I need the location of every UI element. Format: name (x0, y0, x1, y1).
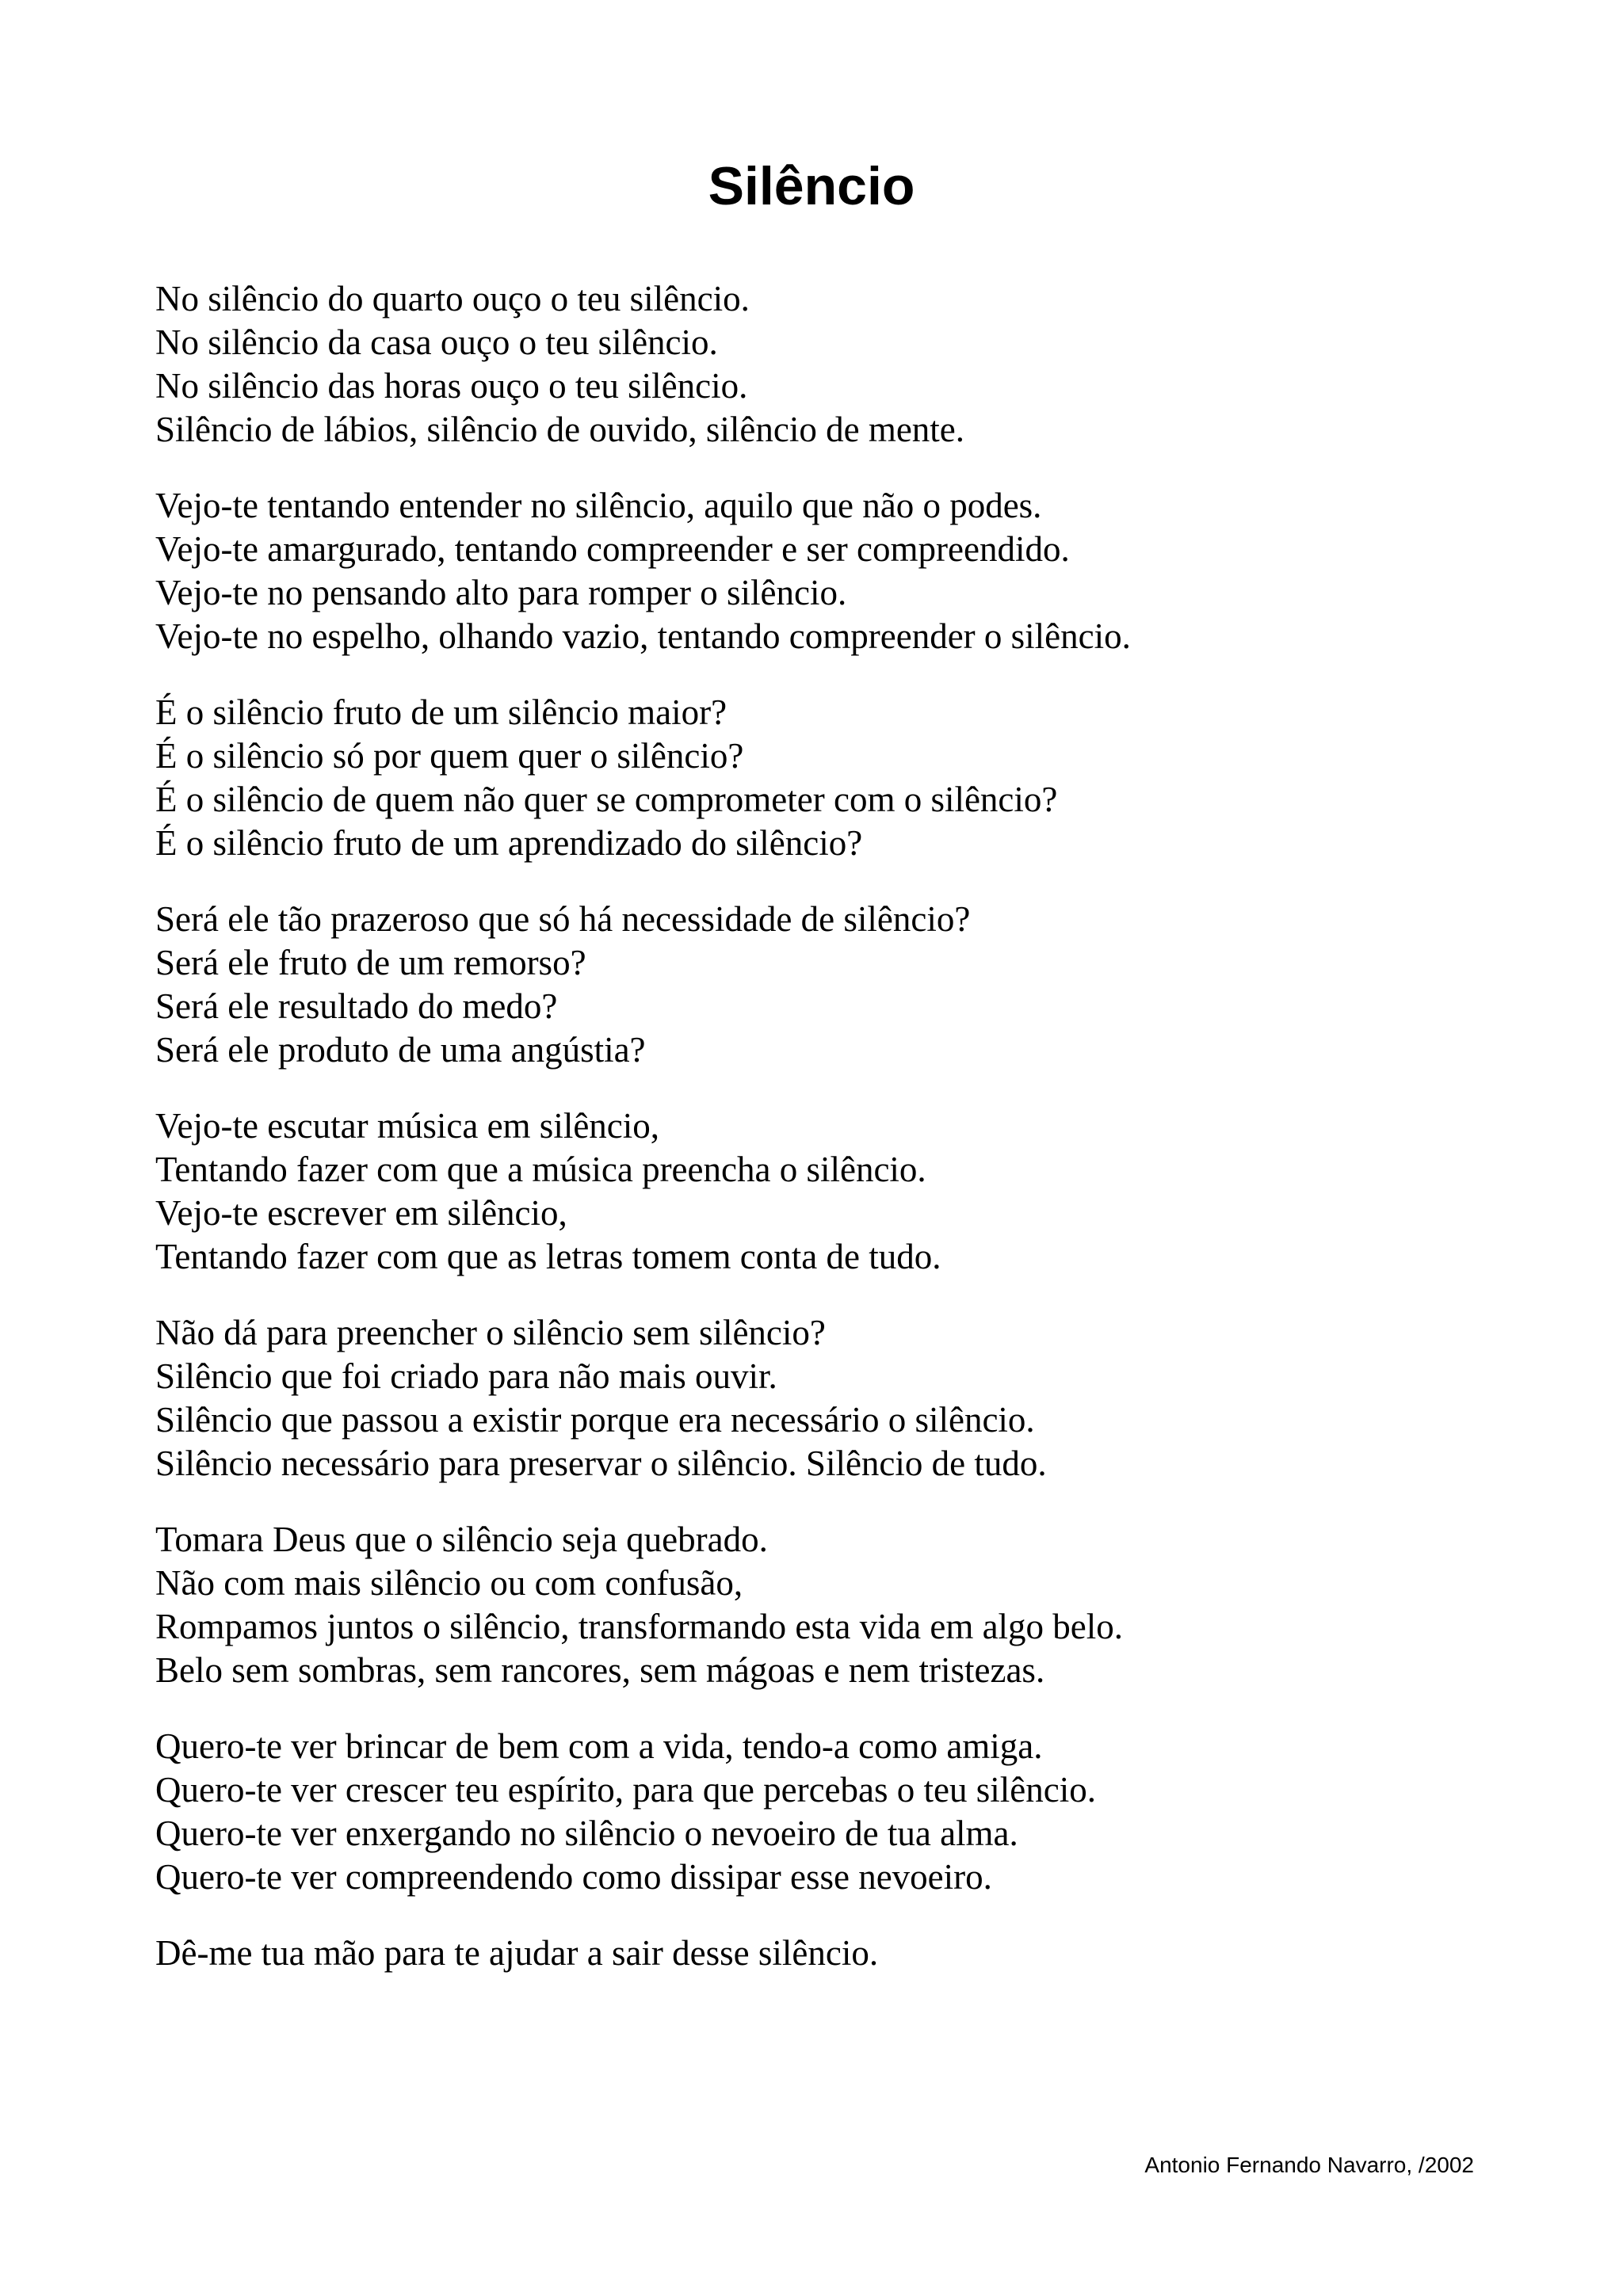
poem-line: Silêncio necessário para preservar o silêncio. Silêncio de tudo. (155, 1444, 1047, 1483)
poem-line: Será ele resultado do medo? (155, 986, 558, 1026)
poem-body (155, 277, 1550, 2008)
author-signature: Antonio Fernando Navarro, /2002 (1144, 2153, 1474, 2177)
stanza (155, 1104, 1550, 1279)
poem-line: Dê-me tua mão para te ajudar a sair desse silêncio. (155, 1933, 879, 1973)
poem-line: Vejo-te amargurado, tentando compreender e ser compreendido. (155, 529, 1070, 569)
poem-line: Silêncio que passou a existir porque era necessário o silêncio. (155, 1400, 1035, 1440)
poem-line: Será ele produto de uma angústia? (155, 1030, 646, 1070)
poem-line: Vejo-te no espelho, olhando vazio, tentando compreender o silêncio. (155, 616, 1131, 656)
poem-line: Vejo-te tentando entender no silêncio, aquilo que não o podes. (155, 486, 1042, 525)
stanza (155, 1311, 1550, 1486)
poem-line: É o silêncio só por quem quer o silêncio? (155, 736, 744, 776)
stanza (155, 277, 1550, 452)
stanza (155, 1518, 1550, 1692)
poem-line: Vejo-te escrever em silêncio, (155, 1193, 567, 1233)
poem-line: Será ele fruto de um remorso? (155, 943, 586, 982)
stanza (155, 898, 1550, 1072)
poem-line: É o silêncio fruto de um aprendizado do silêncio? (155, 823, 863, 863)
poem-line: Belo sem sombras, sem rancores, sem mágoas e nem tristezas. (155, 1650, 1045, 1690)
poem-line: Silêncio de lábios, silêncio de ouvido, silêncio de mente. (155, 410, 965, 449)
poem-line: Vejo-te escutar música em silêncio, (155, 1106, 660, 1146)
poem-line: Não com mais silêncio ou com confusão, (155, 1563, 743, 1603)
poem-line: Quero-te ver crescer teu espírito, para que percebas o teu silêncio. (155, 1770, 1096, 1810)
poem-line: No silêncio das horas ouço o teu silêncio. (155, 366, 748, 406)
poem-line: É o silêncio de quem não quer se comprometer com o silêncio? (155, 780, 1058, 819)
poem-line: Não dá para preencher o silêncio sem silêncio? (155, 1313, 826, 1352)
poem-line: No silêncio da casa ouço o teu silêncio. (155, 322, 718, 362)
poem-line: Quero-te ver brincar de bem com a vida, tendo-a como amiga. (155, 1726, 1043, 1766)
stanza (155, 1725, 1550, 1899)
poem-line: Silêncio que foi criado para não mais ouvir. (155, 1356, 777, 1396)
poem-line: Quero-te ver enxergando no silêncio o nevoeiro de tua alma. (155, 1814, 1018, 1853)
stanza (155, 691, 1550, 865)
poem-line: Vejo-te no pensando alto para romper o silêncio. (155, 573, 847, 612)
poem-line: Tomara Deus que o silêncio seja quebrado. (155, 1520, 768, 1559)
stanza (155, 1932, 1550, 1975)
poem-title: Silêncio (708, 156, 915, 216)
stanza (155, 484, 1550, 658)
poem-line: Tentando fazer com que as letras tomem conta de tudo. (155, 1237, 941, 1276)
poem-line: É o silêncio fruto de um silêncio maior? (155, 692, 727, 732)
poem-line: Rompamos juntos o silêncio, transformando esta vida em algo belo. (155, 1607, 1124, 1646)
poem-line: Quero-te ver compreendendo como dissipar esse nevoeiro. (155, 1857, 992, 1897)
poem-line: Será ele tão prazeroso que só há necessidade de silêncio? (155, 899, 971, 939)
poem-line: Tentando fazer com que a música preencha o silêncio. (155, 1150, 926, 1189)
poem-line: No silêncio do quarto ouço o teu silêncio. (155, 279, 750, 318)
